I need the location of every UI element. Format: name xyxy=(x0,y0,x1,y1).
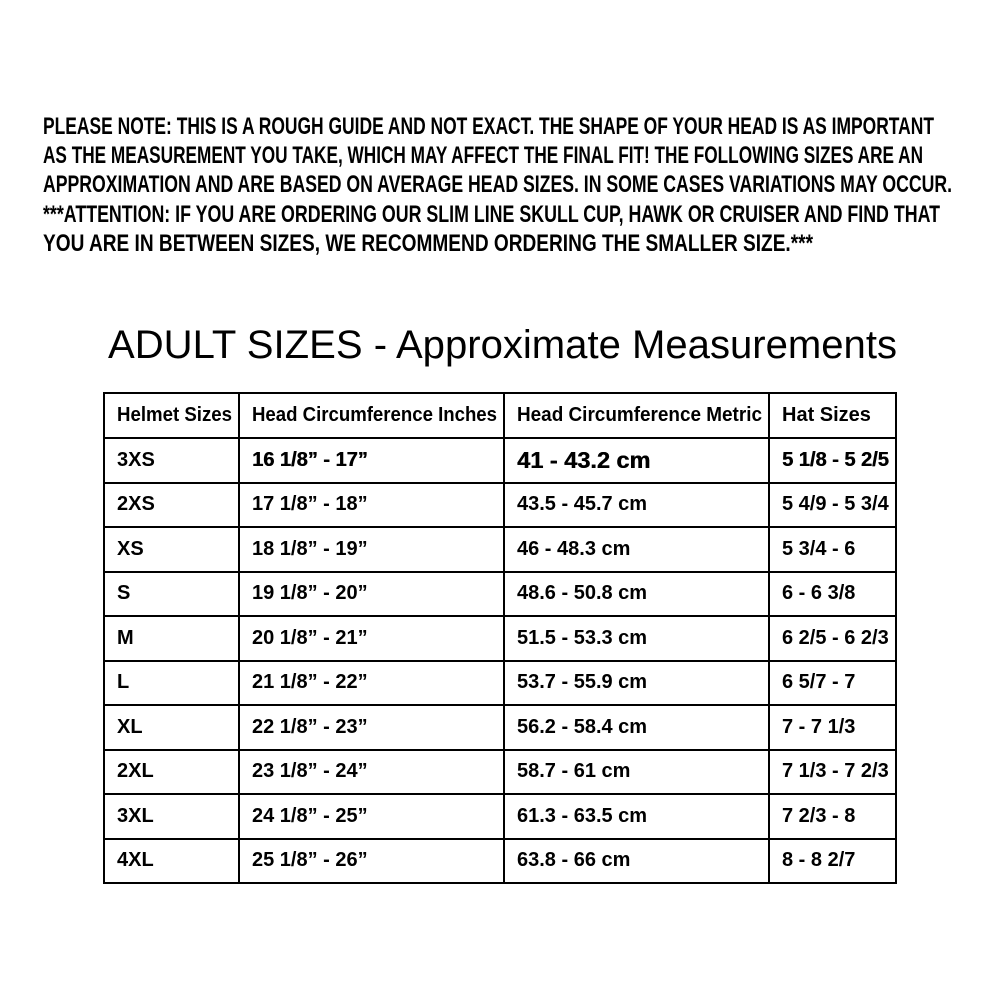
column-header-head-circumference-metric: Head Circumference Metric xyxy=(504,393,769,438)
table-row xyxy=(104,705,896,750)
metric-cell: 61.3 - 63.5 cm xyxy=(504,794,769,839)
helmet-size-cell: M xyxy=(104,616,239,661)
hat-size-cell: 6 2/5 - 6 2/3 xyxy=(769,616,896,661)
hat-size-cell: 8 - 8 2/7 xyxy=(769,839,896,884)
hat-size-cell: 5 4/9 - 5 3/4 xyxy=(769,483,896,528)
hat-size-cell: 6 5/7 - 7 xyxy=(769,661,896,706)
table-header-row xyxy=(104,393,896,438)
metric-cell: 53.7 - 55.9 cm xyxy=(504,661,769,706)
helmet-size-cell: XS xyxy=(104,527,239,572)
column-header-helmet-sizes: Helmet Sizes xyxy=(104,393,239,438)
inches-cell: 16 1/8” - 17” xyxy=(239,438,504,483)
table-row xyxy=(104,438,896,483)
inches-cell: 21 1/8” - 22” xyxy=(239,661,504,706)
inches-cell: 20 1/8” - 21” xyxy=(239,616,504,661)
helmet-size-cell: XL xyxy=(104,705,239,750)
metric-cell: 46 - 48.3 cm xyxy=(504,527,769,572)
column-header-hat-sizes: Hat Sizes xyxy=(769,393,896,438)
table-row xyxy=(104,527,896,572)
page-title: ADULT SIZES - Approximate Measurements xyxy=(108,323,897,367)
note-line: PLEASE NOTE: THIS IS A ROUGH GUIDE AND NOT EXACT. THE SHAPE OF YOUR HEAD IS AS IMPORTANT xyxy=(43,113,934,140)
note-line: AS THE MEASUREMENT YOU TAKE, WHICH MAY AFFECT THE FINAL FIT! THE FOLLOWING SIZES ARE AN xyxy=(43,142,923,169)
table-row xyxy=(104,616,896,661)
inches-cell: 25 1/8” - 26” xyxy=(239,839,504,884)
inches-cell: 22 1/8” - 23” xyxy=(239,705,504,750)
table-row xyxy=(104,661,896,706)
helmet-size-cell: 3XL xyxy=(104,794,239,839)
table-row xyxy=(104,483,896,528)
table-row xyxy=(104,839,896,884)
helmet-size-cell: 3XS xyxy=(104,438,239,483)
metric-cell: 58.7 - 61 cm xyxy=(504,750,769,795)
attention-line: ***ATTENTION: IF YOU ARE ORDERING OUR SLIM LINE SKULL CUP, HAWK OR CRUISER AND FIND THAT xyxy=(43,201,940,228)
note-line: APPROXIMATION AND ARE BASED ON AVERAGE HEAD SIZES. IN SOME CASES VARIATIONS MAY OCCUR. xyxy=(43,171,952,198)
attention-line: YOU ARE IN BETWEEN SIZES, WE RECOMMEND ORDERING THE SMALLER SIZE.*** xyxy=(43,230,813,257)
inches-cell: 18 1/8” - 19” xyxy=(239,527,504,572)
table-row xyxy=(104,572,896,617)
inches-cell: 23 1/8” - 24” xyxy=(239,750,504,795)
hat-size-cell: 5 3/4 - 6 xyxy=(769,527,896,572)
inches-cell: 17 1/8” - 18” xyxy=(239,483,504,528)
table-row xyxy=(104,750,896,795)
helmet-size-cell: 2XL xyxy=(104,750,239,795)
hat-size-cell: 5 1/8 - 5 2/5 xyxy=(769,438,896,483)
attention-paragraph xyxy=(43,200,1000,258)
hat-size-cell: 7 1/3 - 7 2/3 xyxy=(769,750,896,795)
helmet-size-cell: S xyxy=(104,572,239,617)
helmet-size-cell: 4XL xyxy=(104,839,239,884)
hat-size-cell: 7 2/3 - 8 xyxy=(769,794,896,839)
metric-cell: 43.5 - 45.7 cm xyxy=(504,483,769,528)
metric-cell: 51.5 - 53.3 cm xyxy=(504,616,769,661)
metric-cell: 48.6 - 50.8 cm xyxy=(504,572,769,617)
helmet-size-cell: 2XS xyxy=(104,483,239,528)
metric-cell: 56.2 - 58.4 cm xyxy=(504,705,769,750)
metric-cell: 41 - 43.2 cm xyxy=(504,438,769,483)
helmet-size-cell: L xyxy=(104,661,239,706)
inches-cell: 19 1/8” - 20” xyxy=(239,572,504,617)
size-table xyxy=(103,392,897,884)
hat-size-cell: 7 - 7 1/3 xyxy=(769,705,896,750)
hat-size-cell: 6 - 6 3/8 xyxy=(769,572,896,617)
column-header-head-circumference-inches: Head Circumference Inches xyxy=(239,393,504,438)
note-paragraph xyxy=(43,112,1000,199)
table-row xyxy=(104,794,896,839)
metric-cell: 63.8 - 66 cm xyxy=(504,839,769,884)
inches-cell: 24 1/8” - 25” xyxy=(239,794,504,839)
